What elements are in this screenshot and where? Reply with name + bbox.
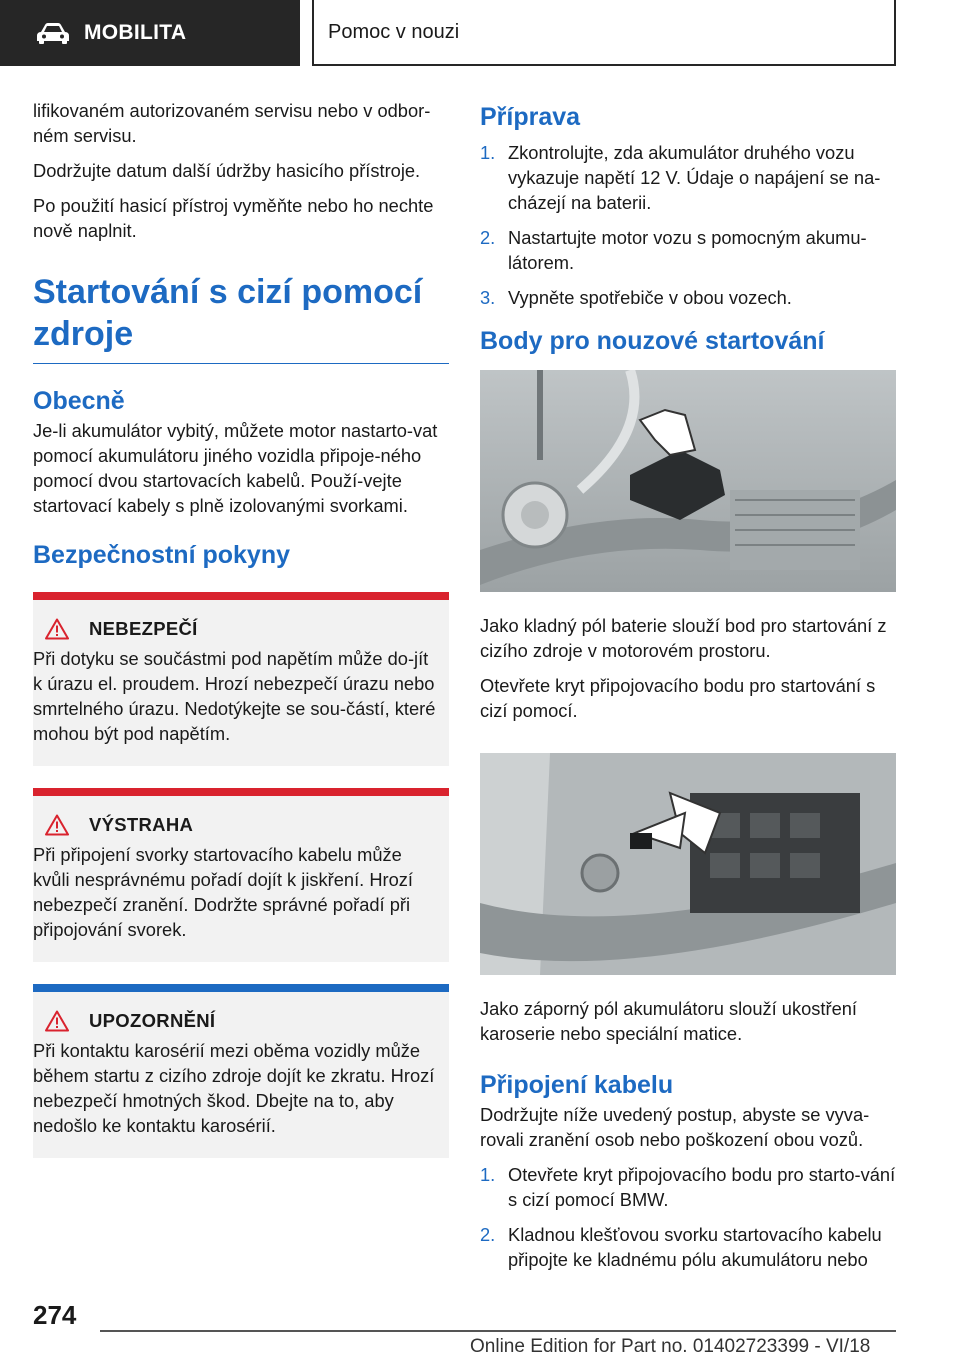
list-item: 3. Vypněte spotřebiče v obou vozech. <box>480 287 792 308</box>
edition-text: Online Edition for Part no. 01402723399 - VI/18 <box>470 1336 871 1357</box>
positive-terminal-photo <box>480 370 896 592</box>
paragraph: Dodržujte níže uvedený postup, abyste se vyva-rovali zranění osob nebo poškození obou vozů. <box>480 1104 870 1150</box>
connection-steps <box>480 1162 896 1272</box>
paragraph: Dodržujte datum další údržby hasicího přístroje. <box>33 160 421 181</box>
warning-triangle-icon <box>45 1010 69 1032</box>
section-heading-preparation: Příprava <box>480 103 581 131</box>
notice-title: UPOZORNĚNÍ <box>89 1010 216 1031</box>
section-heading-general: Obecně <box>33 387 125 415</box>
paragraph: Je-li akumulátor vybitý, můžete motor nastarto-vat pomocí akumulátoru jiného vozidla připoje-ného pomocí dvou startovacích kabelů. Použí-vejte startovací kabely s plně izolovanými svorkami. <box>33 420 438 516</box>
notice-bar <box>33 788 449 796</box>
subsection-title: Pomoc v nouzi <box>312 0 896 66</box>
notice-text: Při kontaktu karosérií mezi oběma vozidly může během startu z cizího zdroje dojít ke zkratu. Hrozí nebezpečí hmotných škod. Dbejte na to, aby nedošlo ke kontaktu karosérií. <box>33 1040 435 1136</box>
footer-divider <box>100 1330 896 1332</box>
warning-triangle-icon <box>45 618 69 640</box>
notice-title: VÝSTRAHA <box>89 814 194 835</box>
list-item: 2. Kladnou klešťovou svorku startovacího kabelu připojte ke kladnému pólu akumulátoru nebo <box>480 1224 882 1270</box>
list-item: 2. Nastartujte motor vozu s pomocným akumu-látorem. <box>480 227 867 273</box>
list-item: 1. Otevřete kryt připojovacího bodu pro starto-vání s cizí pomocí BMW. <box>480 1164 896 1210</box>
left-column <box>33 98 449 1158</box>
preparation-steps <box>480 140 896 310</box>
paragraph: Otevřete kryt připojovacího bodu pro startování s cizí pomocí. <box>480 675 876 721</box>
paragraph: Po použití hasicí přístroj vyměňte nebo ho nechte nově naplnit. <box>33 195 434 241</box>
paragraph: Jako záporný pól akumulátoru slouží ukostření karoserie nebo speciální matice. <box>480 998 857 1044</box>
section-heading-safety: Bezpečnostní pokyny <box>33 541 290 569</box>
section-heading-cable-connection: Připojení kabelu <box>480 1071 674 1099</box>
list-item: 1. Zkontrolujte, zda akumulátor druhého vozu vykazuje napětí 12 V. Údaje o napájení se na-cházejí na baterii. <box>480 142 881 213</box>
notice-bar <box>33 592 449 600</box>
section-heading-jump-points: Body pro nouzové startování <box>480 327 825 355</box>
right-column <box>480 100 896 1282</box>
section-tab[interactable] <box>0 0 300 66</box>
car-icon <box>36 22 70 44</box>
notice-title: NEBEZPEČÍ <box>89 618 198 639</box>
notice-bar <box>33 984 449 992</box>
chapter-heading: Startování s cizí pomocí zdroje <box>33 271 449 364</box>
section-label: MOBILITA <box>84 21 187 44</box>
notice-text: Při připojení svorky startovacího kabelu může kvůli nesprávnému pořadí dojít k jiskření. Hrozí nebezpečí zranění. Dodržte správné pořadí při připojování svorek. <box>33 844 414 940</box>
notice-text: Při dotyku se součástmi pod napětím může do-jít k úrazu el. proudem. Hrozí nebezpečí úrazu nebo smrtelného úrazu. Nedotýkejte se sou-částí, které mohou být pod napětím. <box>33 648 436 744</box>
danger-notice <box>33 592 449 766</box>
page-number: 274 <box>33 1300 77 1330</box>
caution-notice <box>33 984 449 1158</box>
paragraph: lifikovaném autorizovaném servisu nebo v odbor-ném servisu. <box>33 100 431 146</box>
warning-triangle-icon <box>45 814 69 836</box>
warning-notice <box>33 788 449 962</box>
paragraph: Jako kladný pól baterie slouží bod pro startování z cizího zdroje v motorovém prostoru. <box>480 615 887 661</box>
negative-terminal-photo <box>480 753 896 975</box>
